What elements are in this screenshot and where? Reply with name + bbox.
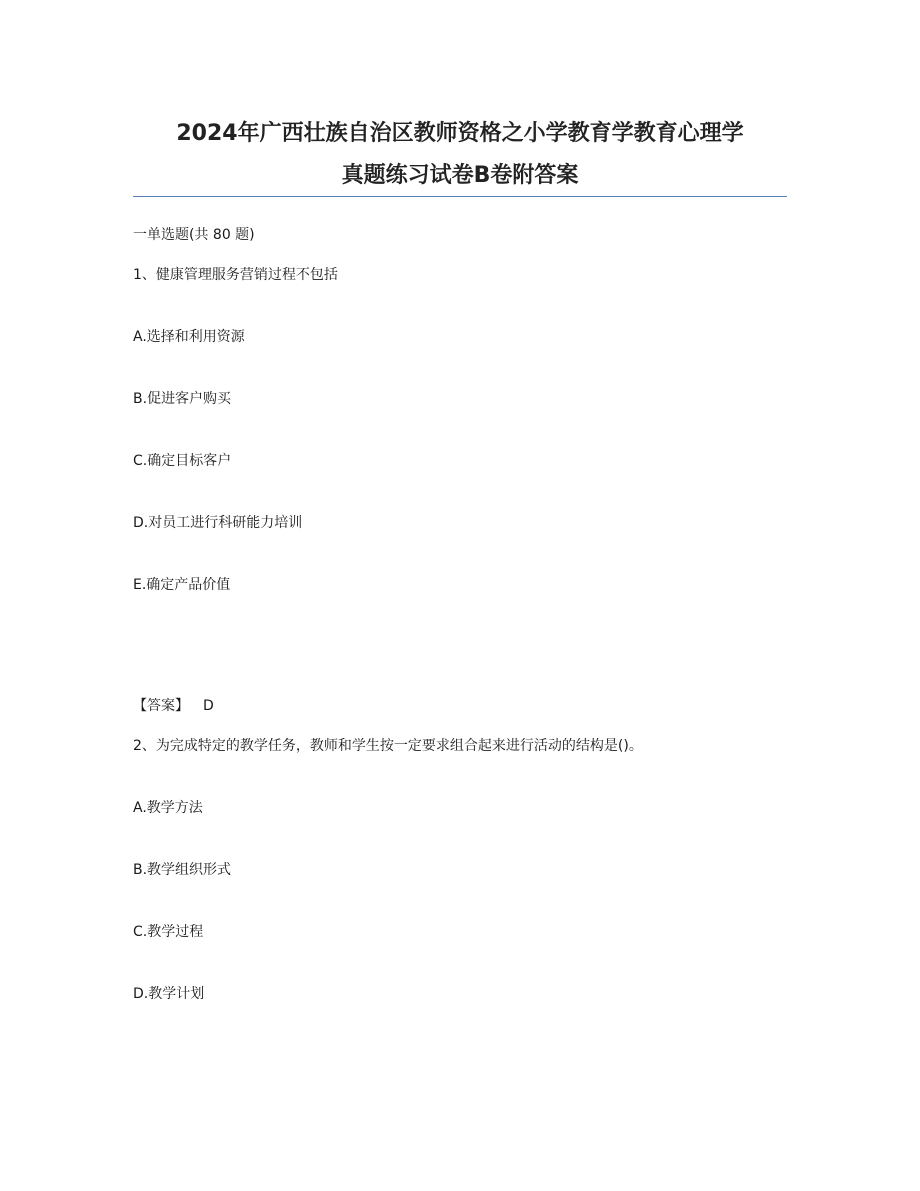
question-1-option-a: A.选择和利用资源 xyxy=(133,329,245,345)
document-title-line-2: 真题练习试卷B卷附答案 xyxy=(341,163,579,188)
question-1-option-d: D.对员工进行科研能力培训 xyxy=(133,515,303,531)
question-2-option-c: C.教学过程 xyxy=(133,924,204,940)
question-2-stem: 2、为完成特定的教学任务，教师和学生按一定要求组合起来进行活动的结构是()。 xyxy=(133,738,643,754)
section-header: 一单选题(共 80 题) xyxy=(133,227,255,243)
question-2-option-d: D.教学计划 xyxy=(133,986,205,1002)
answer-label: 【答案】 xyxy=(133,698,189,714)
question-1-option-b: B.促进客户购买 xyxy=(133,391,232,407)
question-2-option-b: B.教学组织形式 xyxy=(133,862,232,878)
question-2-option-a: A.教学方法 xyxy=(133,800,203,816)
question-1-option-e: E.确定产品价值 xyxy=(133,577,231,593)
title-divider xyxy=(133,196,787,197)
answer-value: D xyxy=(203,698,214,714)
question-1-option-c: C.确定目标客户 xyxy=(133,453,232,469)
question-1-answer xyxy=(133,695,214,715)
document-title-line-1: 2024年广西壮族自治区教师资格之小学教育学教育心理学 xyxy=(176,121,744,146)
question-1-stem: 1、健康管理服务营销过程不包括 xyxy=(133,267,338,283)
